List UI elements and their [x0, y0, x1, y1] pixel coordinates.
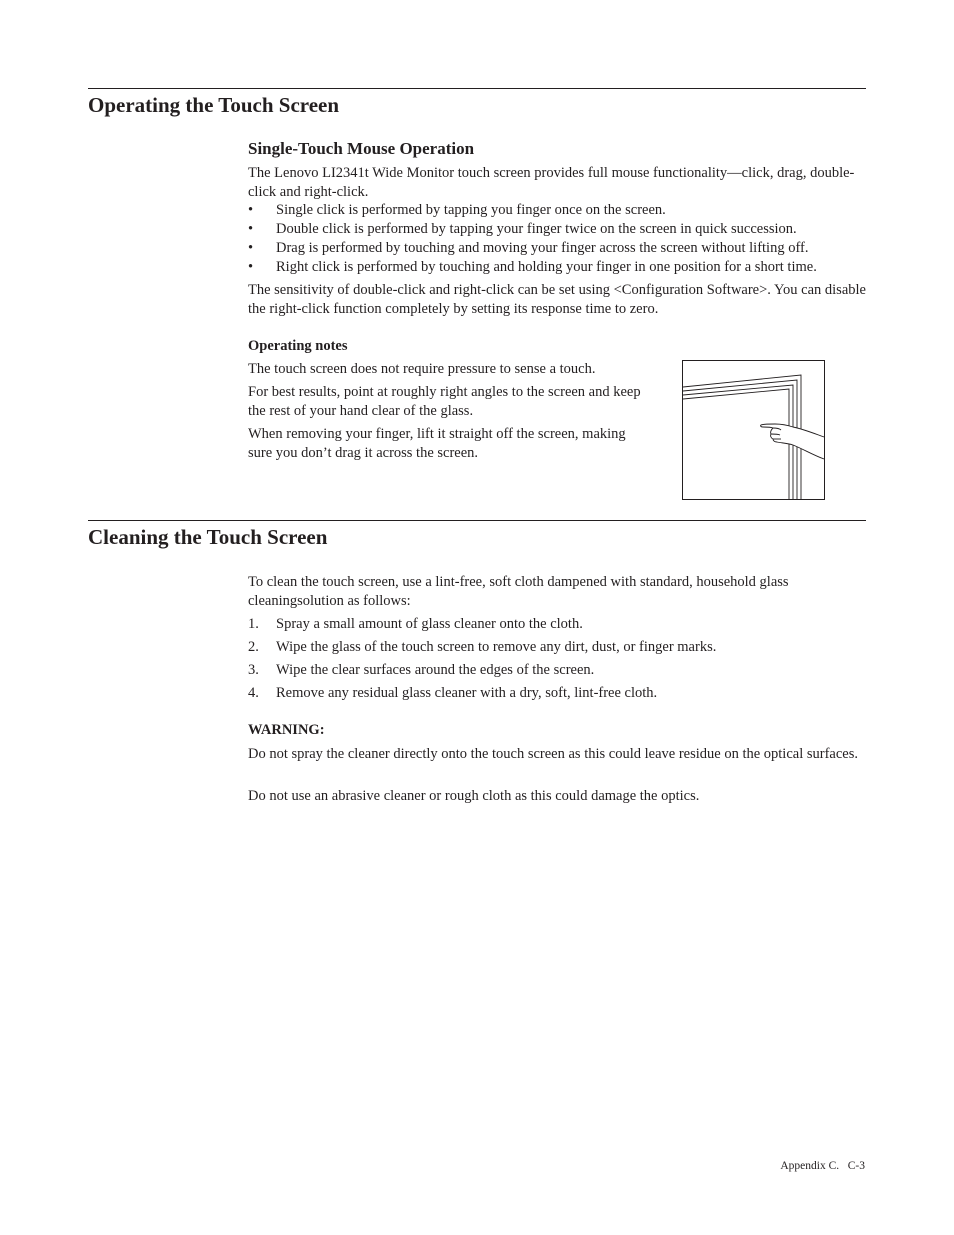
sensitivity-paragraph: The sensitivity of double-click and right-click can be set using <Configuration Software>. You can disable the right-click function completely by setting its response time to zero.: [248, 282, 866, 317]
step-text: Wipe the clear surfaces around the edges of the screen.: [276, 662, 595, 678]
section-title-cleaning: Cleaning the Touch Screen: [88, 525, 328, 549]
section-divider-top: [88, 88, 866, 89]
touch-illustration: [682, 360, 825, 500]
step-number: 4.: [248, 685, 259, 701]
bullet-marker: •: [248, 240, 254, 256]
operating-notes-heading: Operating notes: [248, 338, 348, 354]
bullet-text: Right click is performed by touching and holding your finger in one position for a short time.: [276, 259, 817, 275]
bullet-marker: •: [248, 259, 254, 275]
warning-heading: WARNING:: [248, 722, 325, 738]
note-paragraph: For best results, point at roughly right angles to the screen and keep the rest of your hand clear of the glass.: [248, 384, 641, 419]
section-divider: [88, 520, 866, 521]
bullet-marker: •: [248, 202, 254, 218]
section-title-operating: Operating the Touch Screen: [88, 93, 340, 117]
step-number: 2.: [248, 639, 259, 655]
bullet-text: Double click is performed by tapping your finger twice on the screen in quick succession.: [276, 221, 797, 237]
note-paragraph: When removing your finger, lift it straight off the screen, making sure you don’t drag it across the screen.: [248, 426, 626, 461]
bullet-text: Single click is performed by tapping you finger once on the screen.: [276, 202, 666, 218]
page-footer: Appendix C. C-3: [780, 1160, 865, 1172]
intro-paragraph: The Lenovo LI2341t Wide Monitor touch screen provides full mouse functionality—click, drag, double-click and right-click.: [248, 165, 855, 200]
note-paragraph: The touch screen does not require pressure to sense a touch.: [248, 361, 596, 377]
subsection-title-single-touch: Single-Touch Mouse Operation: [248, 139, 475, 158]
bullet-marker: •: [248, 221, 254, 237]
step-text: Wipe the glass of the touch screen to remove any dirt, dust, or finger marks.: [276, 639, 717, 655]
step-number: 1.: [248, 616, 259, 632]
step-text: Spray a small amount of glass cleaner onto the cloth.: [276, 616, 583, 632]
step-text: Remove any residual glass cleaner with a dry, soft, lint-free cloth.: [276, 685, 658, 701]
step-number: 3.: [248, 662, 259, 678]
bullet-text: Drag is performed by touching and moving your finger across the screen without lifting off.: [276, 240, 809, 256]
cleaning-intro-paragraph: To clean the touch screen, use a lint-free, soft cloth dampened with standard, household glass cleaningsolution as follows:: [248, 574, 789, 609]
warning-paragraph: Do not use an abrasive cleaner or rough cloth as this could damage the optics.: [248, 788, 700, 804]
warning-paragraph: Do not spray the cleaner directly onto the touch screen as this could leave residue on the optical surfaces.: [248, 746, 858, 762]
finger-pointing-at-screen-illustration: [683, 361, 824, 499]
